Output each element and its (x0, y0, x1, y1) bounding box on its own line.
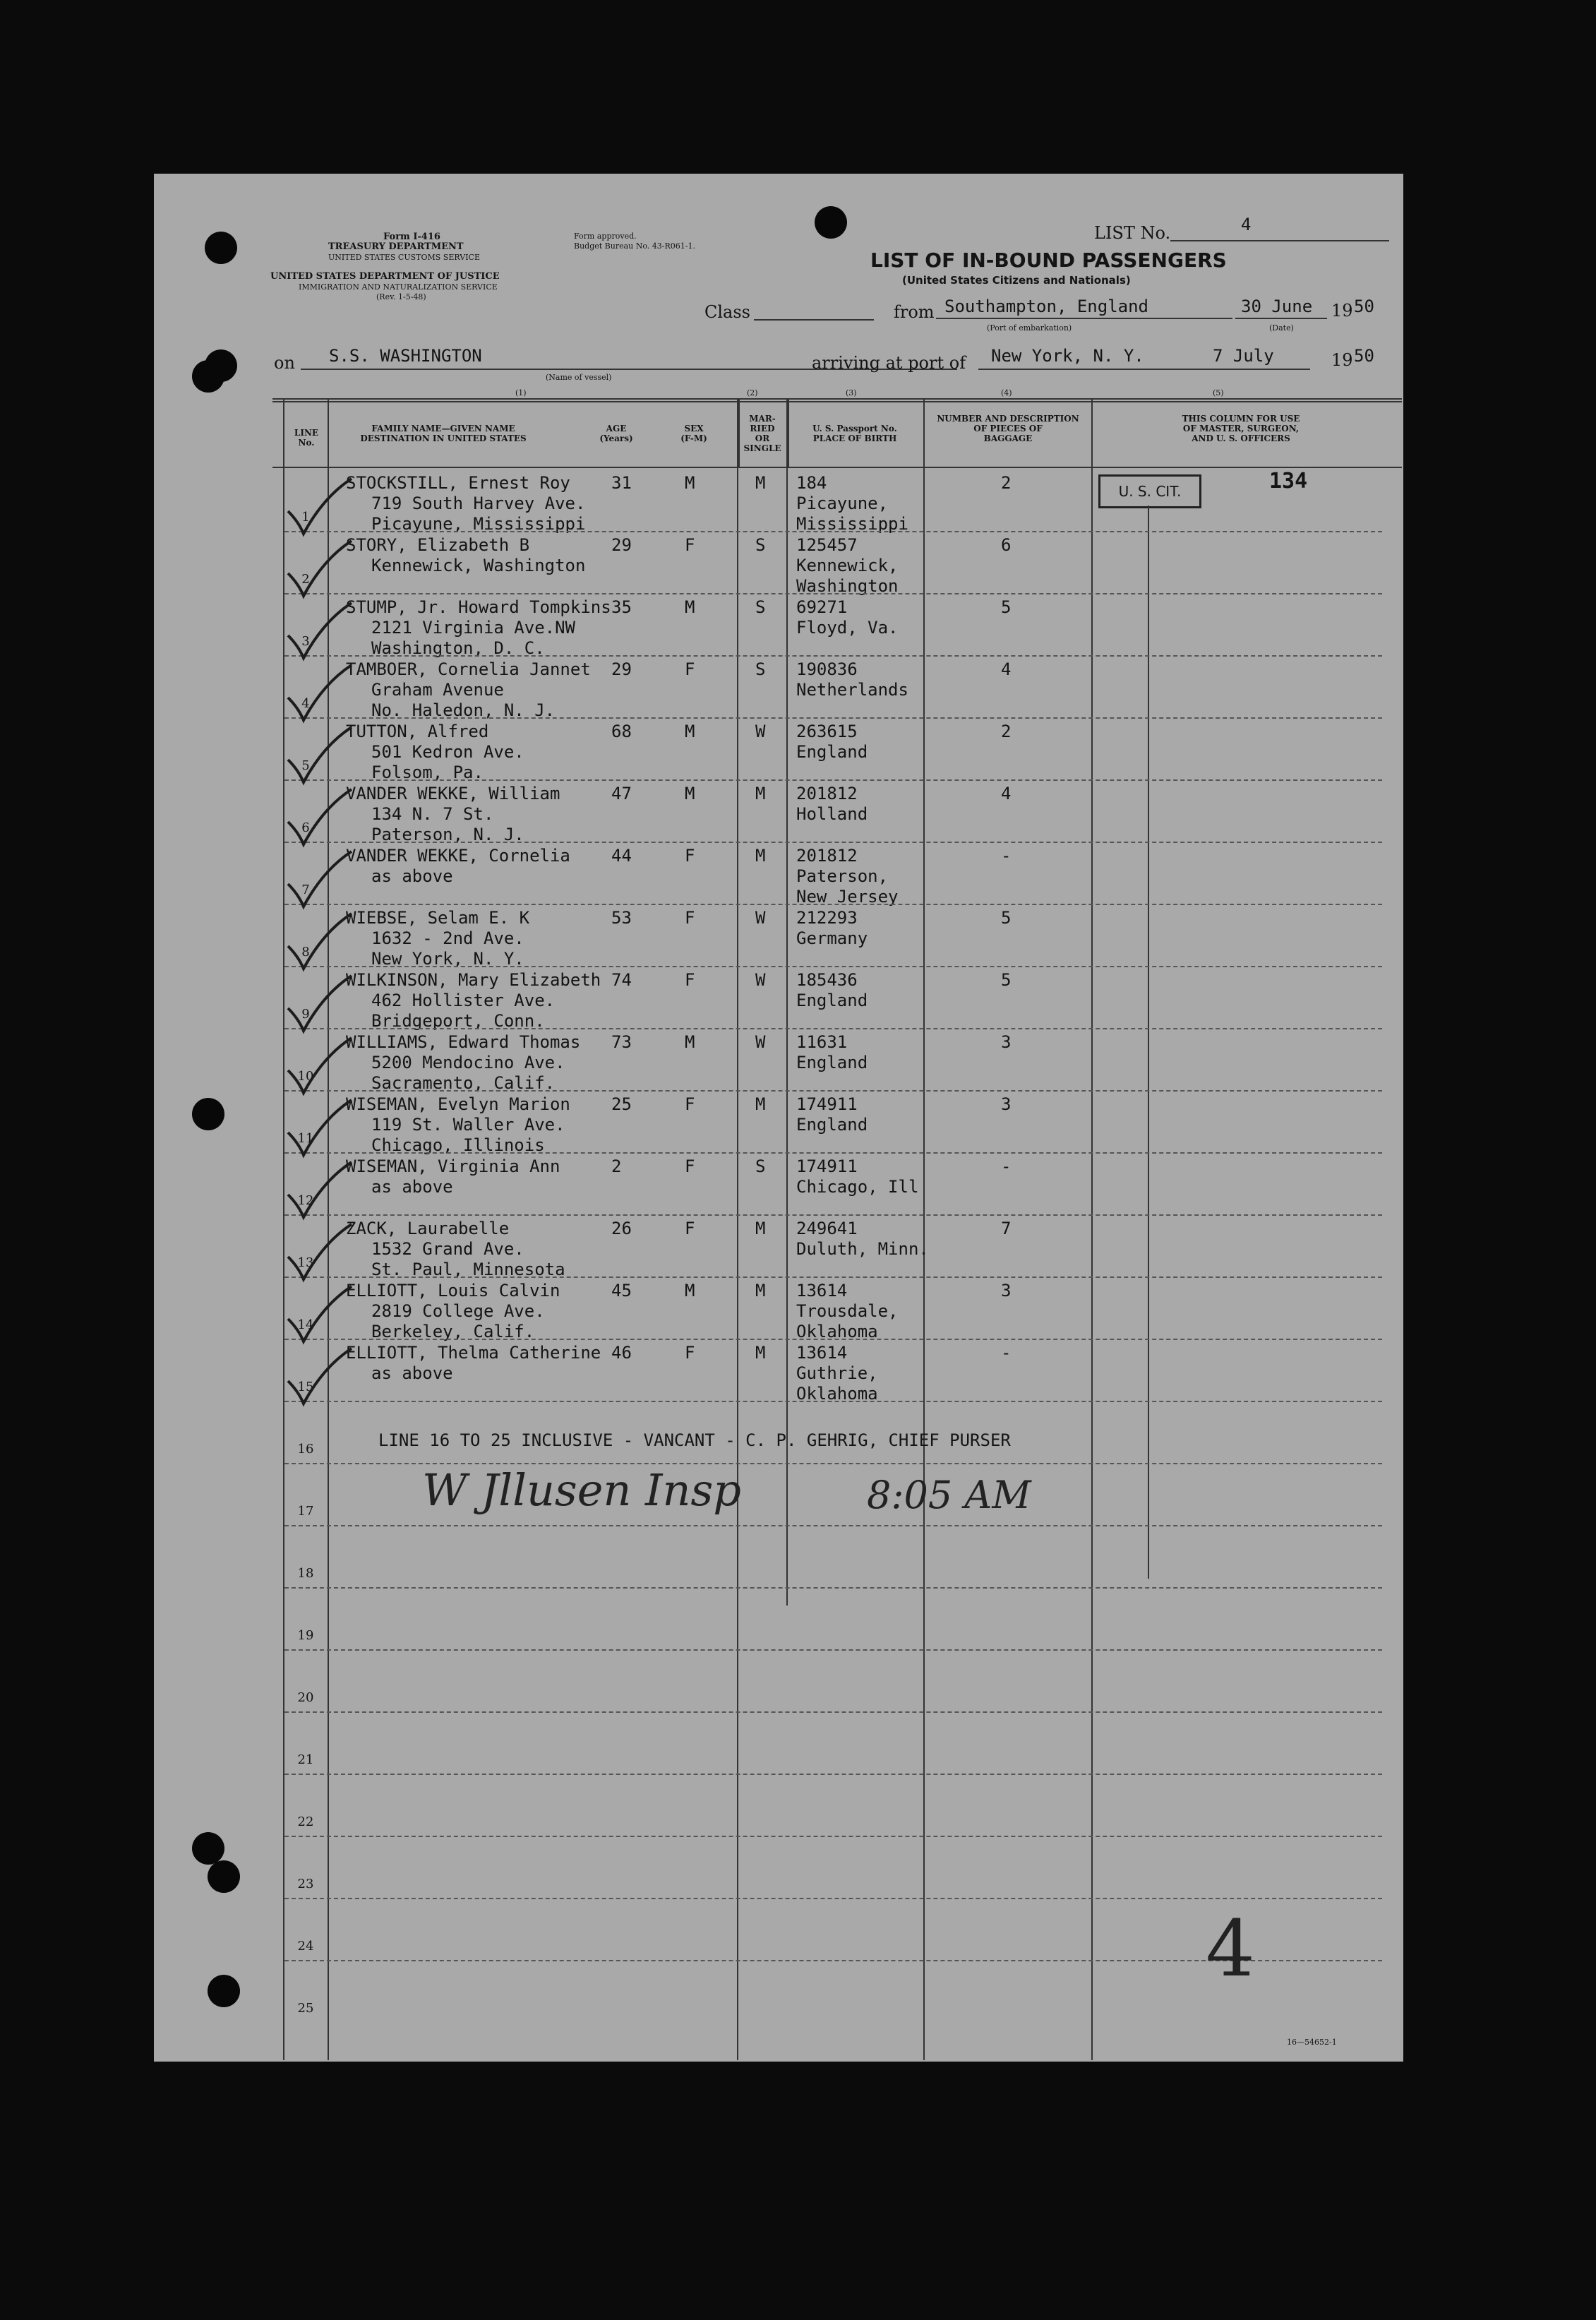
sex: F (685, 846, 695, 866)
passenger-name: WISEMAN, Virginia Ann (346, 1156, 560, 1176)
empty-line-number: 17 (297, 1504, 314, 1519)
passenger-name: STUMP, Jr. Howard Tompkins (346, 597, 611, 617)
form-approved: Form approved. (574, 232, 637, 241)
sex: M (685, 1281, 695, 1300)
row-divider (284, 1339, 1382, 1340)
age: 73 (611, 1032, 632, 1052)
address-line-2: Berkeley, Calif. (371, 1322, 535, 1341)
passport-number: 11631 (796, 1032, 848, 1052)
header-married: MAR- RIED OR SINGLE (743, 414, 781, 453)
check-mark-icon (281, 849, 359, 912)
punch-hole (205, 232, 237, 264)
baggage-count: 3 (1001, 1281, 1012, 1300)
place-of-birth-1: Floyd, Va. (796, 618, 899, 638)
sex: M (685, 473, 695, 493)
passenger-name: TUTTON, Alfred (346, 722, 489, 741)
age: 29 (611, 659, 632, 679)
list-no-underline (1170, 240, 1389, 241)
address-line-1: 119 St. Waller Ave. (371, 1115, 565, 1135)
passport-number: 212293 (796, 908, 858, 928)
check-mark-icon (281, 476, 359, 539)
class-underline (754, 319, 874, 321)
passenger-name: TAMBOER, Cornelia Jannet (346, 659, 591, 679)
row-divider (284, 1090, 1382, 1092)
punch-hole (208, 1975, 240, 2007)
age: 74 (611, 970, 632, 990)
justice-dept: UNITED STATES DEPARTMENT OF JUSTICE (270, 271, 500, 282)
passenger-name: ELLIOTT, Louis Calvin (346, 1281, 560, 1300)
row-divider (284, 1587, 1382, 1589)
passport-number: 184 (796, 473, 827, 493)
address-line-1: 462 Hollister Ave. (371, 991, 556, 1010)
row-divider (284, 1898, 1382, 1899)
address-line-1: 2121 Virginia Ave.NW (371, 618, 575, 638)
address-line-1: Kennewick, Washington (371, 556, 586, 575)
col-border-name (737, 398, 738, 2060)
arrival-port: New York, N. Y. (991, 346, 1144, 366)
marital-status: W (755, 908, 766, 928)
line-number: 12 (297, 1193, 314, 1208)
empty-line-number: 25 (297, 2001, 314, 2016)
empty-line-number: 16 (297, 1442, 314, 1457)
row-divider (284, 1836, 1382, 1837)
marital-status: M (755, 1281, 766, 1300)
punch-hole (192, 360, 224, 393)
date-underline (1235, 318, 1327, 319)
row-divider (284, 593, 1382, 594)
passenger-name: VANDER WEKKE, William (346, 784, 560, 803)
place-of-birth-1: Paterson, (796, 866, 889, 886)
arrival-date: 7 July (1213, 346, 1274, 366)
check-mark-icon (281, 911, 359, 974)
embarkation-date: 30 June (1241, 297, 1313, 316)
place-of-birth-2: Mississippi (796, 514, 908, 534)
revision: (Rev. 1-5-48) (376, 292, 426, 301)
col-marker-3: (3) (846, 388, 857, 397)
age: 46 (611, 1343, 632, 1363)
marital-status: W (755, 722, 766, 741)
marital-status: W (755, 1032, 766, 1052)
age: 47 (611, 784, 632, 803)
sex: F (685, 970, 695, 990)
row-divider (284, 779, 1382, 781)
place-of-birth-1: Netherlands (796, 680, 908, 700)
age: 31 (611, 473, 632, 493)
row-divider (284, 531, 1382, 532)
place-of-birth-1: Guthrie, (796, 1363, 878, 1383)
marital-status: M (755, 784, 766, 803)
row-divider (284, 966, 1382, 967)
address-line-2: Sacramento, Calif. (371, 1073, 556, 1093)
marital-status: M (755, 1219, 766, 1238)
address-line-2: Picayune, Mississippi (371, 514, 586, 534)
line-number: 6 (301, 820, 310, 835)
row-divider (284, 1028, 1382, 1029)
line-number: 7 (301, 883, 310, 897)
baggage-count: - (1001, 1156, 1012, 1176)
marital-status: M (755, 846, 766, 866)
baggage-count: 6 (1001, 535, 1012, 555)
address-line-2: Paterson, N. J. (371, 825, 524, 844)
baggage-count: - (1001, 846, 1012, 866)
signature-time: 8:05 AM (867, 1473, 1031, 1517)
place-of-birth-1: Trousdale, (796, 1301, 899, 1321)
marital-status: M (755, 473, 766, 493)
budget-bureau: Budget Bureau No. 43-R061-1. (574, 241, 696, 251)
place-of-birth-1: England (796, 742, 868, 762)
check-mark-icon (281, 1159, 359, 1223)
sex: F (685, 1343, 695, 1363)
baggage-count: 5 (1001, 970, 1012, 990)
passenger-name: STORY, Elizabeth B (346, 535, 530, 555)
row-divider (284, 1525, 1382, 1526)
address-line-1: 134 N. 7 St. (371, 804, 494, 824)
address-line-1: 1632 - 2nd Ave. (371, 928, 524, 948)
vacant-note: LINE 16 TO 25 INCLUSIVE - VANCANT - C. P. GEHRIG, CHIEF PURSER (378, 1430, 1011, 1450)
col-marker-1: (1) (515, 388, 527, 397)
marital-status: S (755, 1156, 766, 1176)
year-arrival: 50 (1354, 346, 1374, 366)
arrival-underline (978, 369, 1310, 370)
line-number: 1 (301, 510, 310, 525)
baggage-count: - (1001, 1343, 1012, 1363)
header-passport: U. S. Passport No. PLACE OF BIRTH (812, 424, 897, 443)
passport-number: 69271 (796, 597, 848, 617)
line-number: 4 (301, 696, 310, 711)
col-marker-5: (5) (1213, 388, 1224, 397)
treasury-dept: TREASURY DEPARTMENT (328, 241, 464, 252)
line-number: 15 (297, 1380, 314, 1394)
empty-line-number: 23 (297, 1877, 314, 1891)
from-label: from (894, 302, 935, 322)
us-citizen-stamp: U. S. CIT. (1098, 474, 1201, 508)
passenger-name: WIEBSE, Selam E. K (346, 908, 530, 928)
vessel-name: S.S. WASHINGTON (329, 346, 482, 366)
passenger-name: STOCKSTILL, Ernest Roy (346, 473, 570, 493)
address-line-1: 1532 Grand Ave. (371, 1239, 524, 1259)
row-divider (284, 1214, 1382, 1216)
address-line-1: as above (371, 1363, 453, 1383)
port-underline (936, 318, 1232, 319)
address-line-1: as above (371, 866, 453, 886)
address-line-1: as above (371, 1177, 453, 1197)
address-line-2: No. Haledon, N. J. (371, 700, 556, 720)
col-border-baggage (1091, 398, 1093, 2060)
citizen-count: 134 (1269, 469, 1308, 494)
line-number: 9 (301, 1007, 310, 1022)
row-divider (284, 1774, 1382, 1775)
check-mark-icon (281, 1284, 359, 1347)
age: 35 (611, 597, 632, 617)
manifest-page (154, 174, 1403, 2062)
place-of-birth-1: Chicago, Ill (796, 1177, 919, 1197)
line-number: 10 (297, 1069, 314, 1084)
check-mark-icon (281, 600, 359, 664)
passport-number: 249641 (796, 1219, 858, 1238)
line-number: 14 (297, 1317, 314, 1332)
header-name: FAMILY NAME—GIVEN NAME DESTINATION IN UNITED STATES (360, 424, 527, 443)
vessel-caption: (Name of vessel) (546, 373, 612, 382)
check-mark-icon (281, 1346, 359, 1409)
on-label: on (274, 353, 295, 373)
footer-code: 16—54652-1 (1287, 2038, 1337, 2047)
age: 45 (611, 1281, 632, 1300)
address-line-2: Folsom, Pa. (371, 763, 484, 782)
line-number: 5 (301, 758, 310, 773)
address-line-2: New York, N. Y. (371, 949, 524, 969)
embarkation-port: Southampton, England (944, 297, 1148, 316)
row-divider (284, 842, 1382, 843)
marital-status: W (755, 970, 766, 990)
page-title: LIST OF IN-BOUND PASSENGERS (870, 249, 1227, 272)
sex: F (685, 659, 695, 679)
check-mark-icon (281, 1035, 359, 1099)
check-mark-icon (281, 787, 359, 850)
baggage-count: 3 (1001, 1032, 1012, 1052)
list-no-label: LIST No. (1094, 223, 1171, 243)
passport-number: 201812 (796, 846, 858, 866)
empty-line-number: 22 (297, 1814, 314, 1829)
ins-service: IMMIGRATION AND NATURALIZATION SERVICE (299, 282, 498, 292)
baggage-count: 4 (1001, 659, 1012, 679)
sex: M (685, 597, 695, 617)
header-bottom-rule (272, 467, 1402, 468)
customs-service: UNITED STATES CUSTOMS SERVICE (328, 253, 480, 262)
date-caption: (Date) (1269, 323, 1294, 333)
place-of-birth-1: Holland (796, 804, 868, 824)
place-of-birth-1: England (796, 1053, 868, 1072)
form-number: Form I-416 (383, 232, 440, 242)
place-of-birth-1: Kennewick, (796, 556, 899, 575)
marital-status: S (755, 535, 766, 555)
col-marker-2: (2) (747, 388, 758, 397)
address-line-1: 501 Kedron Ave. (371, 742, 524, 762)
line-number: 11 (297, 1131, 314, 1146)
year-prefix-from: 19 (1331, 301, 1353, 321)
header-line: LINE No. (294, 428, 319, 448)
sex: M (685, 722, 695, 741)
empty-line-number: 19 (297, 1628, 314, 1643)
baggage-count: 3 (1001, 1094, 1012, 1114)
col-border-passport (923, 398, 925, 2060)
passport-number: 13614 (796, 1281, 848, 1300)
baggage-count: 4 (1001, 784, 1012, 803)
sex: F (685, 908, 695, 928)
place-of-birth-1: Duluth, Minn. (796, 1239, 929, 1259)
passenger-name: WILKINSON, Mary Elizabeth (346, 970, 601, 990)
place-of-birth-1: England (796, 1115, 868, 1135)
marital-status: M (755, 1094, 766, 1114)
page-subtitle: (United States Citizens and Nationals) (902, 274, 1131, 287)
marital-status: S (755, 659, 766, 679)
address-line-1: 5200 Mendocino Ave. (371, 1053, 565, 1072)
line-number: 2 (301, 572, 310, 587)
place-of-birth-2: Oklahoma (796, 1322, 878, 1341)
baggage-count: 5 (1001, 597, 1012, 617)
passport-number: 263615 (796, 722, 858, 741)
port-caption: (Port of embarkation) (987, 323, 1072, 333)
page-mark: 4 (1206, 1903, 1255, 1994)
row-divider (284, 717, 1382, 719)
age: 44 (611, 846, 632, 866)
line-number: 8 (301, 945, 310, 959)
punch-hole (192, 1098, 224, 1130)
baggage-count: 2 (1001, 473, 1012, 493)
sex: M (685, 1032, 695, 1052)
passport-number: 13614 (796, 1343, 848, 1363)
header-sex: SEX (F-M) (680, 424, 707, 443)
check-mark-icon (281, 1221, 359, 1285)
passenger-name: VANDER WEKKE, Cornelia (346, 846, 570, 866)
header-baggage: NUMBER AND DESCRIPTION OF PIECES OF BAGGAGE (937, 414, 1079, 443)
age: 29 (611, 535, 632, 555)
passport-number: 190836 (796, 659, 858, 679)
arriving-label: arriving at port of (812, 353, 966, 373)
empty-line-number: 20 (297, 1690, 314, 1705)
address-line-1: 2819 College Ave. (371, 1301, 545, 1321)
baggage-count: 5 (1001, 908, 1012, 928)
punch-hole (815, 206, 847, 239)
header-officers: THIS COLUMN FOR USE OF MASTER, SURGEON, AND U. S. OFFICERS (1182, 414, 1300, 443)
age: 26 (611, 1219, 632, 1238)
passport-number: 174911 (796, 1156, 858, 1176)
age: 68 (611, 722, 632, 741)
line-number: 3 (301, 634, 310, 649)
place-of-birth-1: England (796, 991, 868, 1010)
address-line-2: Washington, D. C. (371, 638, 545, 658)
sex: F (685, 1219, 695, 1238)
place-of-birth-2: Oklahoma (796, 1384, 878, 1404)
marital-status: M (755, 1343, 766, 1363)
passport-number: 125457 (796, 535, 858, 555)
line-number: 13 (297, 1255, 314, 1270)
passenger-name: ELLIOTT, Thelma Catherine (346, 1343, 601, 1363)
passport-number: 185436 (796, 970, 858, 990)
address-line-1: 719 South Harvey Ave. (371, 494, 586, 513)
empty-line-number: 18 (297, 1566, 314, 1581)
punch-hole (192, 1832, 224, 1865)
passenger-name: ZACK, Laurabelle (346, 1219, 510, 1238)
list-no-value: 4 (1241, 215, 1252, 234)
empty-line-number: 21 (297, 1752, 314, 1767)
col-marker-4: (4) (1001, 388, 1012, 397)
row-divider (284, 1276, 1382, 1278)
age: 25 (611, 1094, 632, 1114)
officer-signature: W Jllusen Insp (422, 1464, 741, 1516)
row-divider (284, 1711, 1382, 1713)
class-label: Class (704, 302, 750, 322)
row-divider (284, 1401, 1382, 1402)
address-line-2: Chicago, Illinois (371, 1135, 545, 1155)
passport-number: 174911 (796, 1094, 858, 1114)
age: 2 (611, 1156, 622, 1176)
sex: F (685, 535, 695, 555)
row-divider (284, 655, 1382, 657)
address-line-2: St. Paul, Minnesota (371, 1260, 565, 1279)
year-prefix-arrival: 19 (1331, 350, 1353, 370)
check-mark-icon (281, 1097, 359, 1161)
check-mark-icon (281, 662, 359, 726)
baggage-count: 7 (1001, 1219, 1012, 1238)
row-divider (284, 1649, 1382, 1651)
empty-line-number: 24 (297, 1939, 314, 1954)
place-of-birth-1: Germany (796, 928, 868, 948)
table-top-rule-2 (272, 401, 1402, 402)
passport-number: 201812 (796, 784, 858, 803)
sex: F (685, 1156, 695, 1176)
place-of-birth-2: Washington (796, 576, 899, 596)
table-top-rule (272, 398, 1402, 400)
col-border-married (786, 398, 788, 1606)
passenger-name: WISEMAN, Evelyn Marion (346, 1094, 570, 1114)
check-mark-icon (281, 973, 359, 1036)
address-line-1: Graham Avenue (371, 680, 504, 700)
row-divider (284, 1152, 1382, 1154)
year-from: 50 (1354, 297, 1374, 316)
check-mark-icon (281, 538, 359, 602)
place-of-birth-1: Picayune, (796, 494, 889, 513)
baggage-count: 2 (1001, 722, 1012, 741)
marital-status: S (755, 597, 766, 617)
sex: M (685, 784, 695, 803)
sex: F (685, 1094, 695, 1114)
stamp-bracket-line (1148, 506, 1149, 1579)
passenger-name: WILLIAMS, Edward Thomas (346, 1032, 581, 1052)
address-line-2: Bridgeport, Conn. (371, 1011, 545, 1031)
header-age: AGE (Years) (599, 424, 633, 443)
punch-hole (208, 1860, 240, 1893)
check-mark-icon (281, 724, 359, 788)
place-of-birth-2: New Jersey (796, 887, 899, 907)
age: 53 (611, 908, 632, 928)
row-divider (284, 904, 1382, 905)
